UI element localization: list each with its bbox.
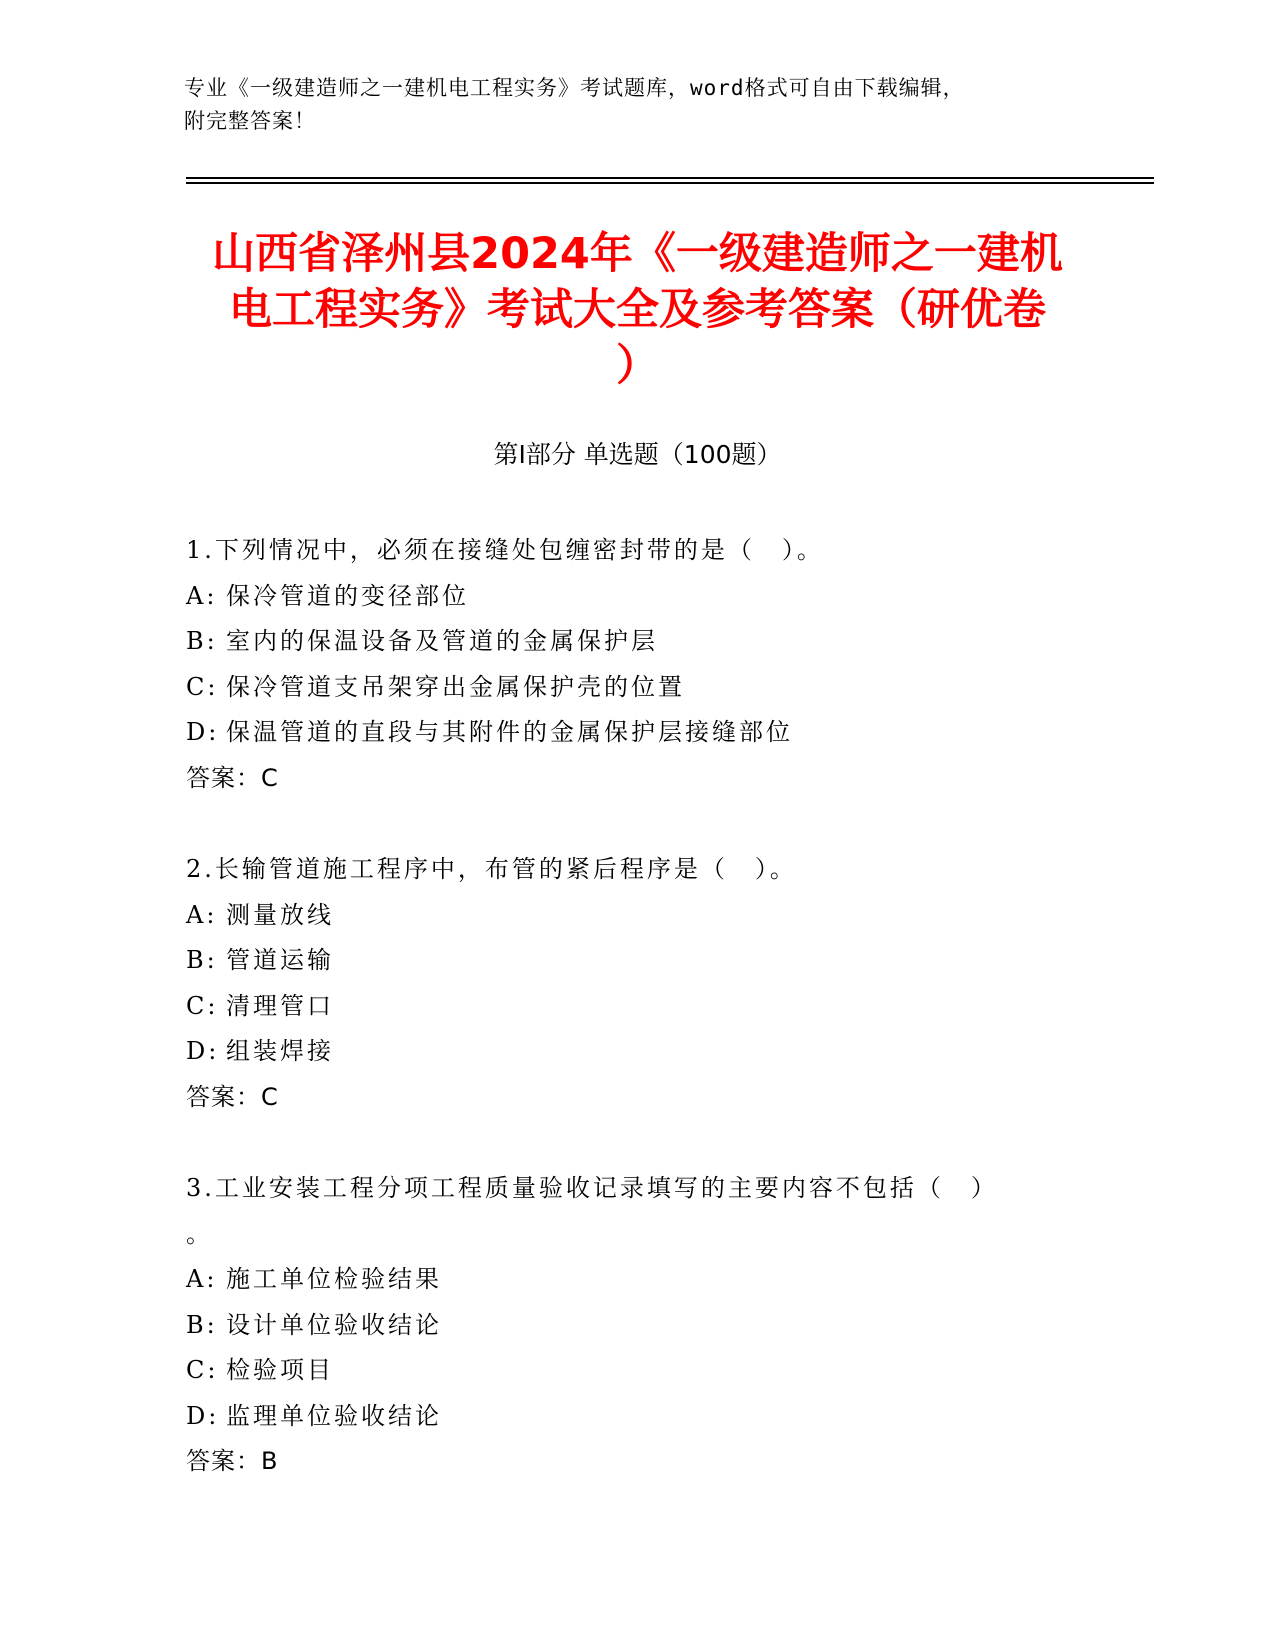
header-note-line-2: 附完整答案！ bbox=[184, 109, 316, 133]
option-key: B: bbox=[186, 627, 218, 655]
option-text: 测量放线 bbox=[226, 900, 334, 929]
document-title bbox=[150, 226, 1125, 394]
document-title-line-3: ） bbox=[616, 341, 659, 391]
option-text: 施工单位检验结果 bbox=[226, 1265, 442, 1293]
option-key: A: bbox=[186, 900, 218, 929]
option-text: 保温管道的直段与其附件的金属保护层接缝部位 bbox=[226, 718, 793, 746]
answer: 答案：C bbox=[186, 1082, 279, 1111]
option-b bbox=[186, 1303, 1116, 1349]
document-title-line-2: 电工程实务》考试大全及参考答案（研优卷 bbox=[229, 285, 1046, 335]
question-3 bbox=[186, 1166, 1116, 1485]
option-text: 保冷管道的变径部位 bbox=[226, 581, 469, 610]
option-key: D: bbox=[186, 718, 220, 746]
option-b bbox=[186, 619, 1116, 665]
option-c bbox=[186, 1348, 1116, 1394]
option-b bbox=[186, 938, 1116, 984]
question-1 bbox=[186, 528, 1116, 801]
question-stem: 2.长输管道施工程序中，布管的紧后程序是（ ）。 bbox=[186, 855, 797, 883]
option-key: C: bbox=[186, 672, 219, 701]
option-text: 清理管口 bbox=[226, 991, 334, 1020]
option-key: D: bbox=[186, 1037, 220, 1065]
option-key: B: bbox=[186, 1310, 218, 1339]
header-divider-bottom bbox=[186, 182, 1154, 184]
option-c bbox=[186, 665, 1116, 711]
question-stem: 1.下列情况中，必须在接缝处包缠密封带的是（ ）。 bbox=[186, 536, 824, 564]
section-title: 第Ⅰ部分 单选题（100题） bbox=[493, 440, 782, 469]
option-text: 管道运输 bbox=[226, 946, 334, 974]
option-key: A: bbox=[186, 1265, 218, 1293]
header-note-line-1: 专业《一级建造师之一建机电工程实务》考试题库，word格式可自由下载编辑， bbox=[184, 76, 965, 100]
option-text: 设计单位验收结论 bbox=[226, 1310, 442, 1339]
option-d bbox=[186, 1394, 1116, 1440]
option-key: C: bbox=[186, 1356, 219, 1384]
option-c bbox=[186, 984, 1116, 1030]
header-divider-top bbox=[186, 177, 1154, 179]
answer: 答案：B bbox=[186, 1447, 279, 1475]
option-text: 检验项目 bbox=[226, 1356, 334, 1384]
option-key: A: bbox=[186, 581, 218, 610]
header-note bbox=[184, 72, 1064, 138]
option-d bbox=[186, 710, 1116, 756]
question-list bbox=[186, 528, 1116, 1531]
option-d bbox=[186, 1029, 1116, 1075]
option-key: C: bbox=[186, 991, 219, 1020]
option-key: B: bbox=[186, 946, 218, 974]
option-a bbox=[186, 574, 1116, 620]
option-key: D: bbox=[186, 1401, 220, 1430]
option-text: 室内的保温设备及管道的金属保护层 bbox=[226, 627, 658, 655]
option-text: 保冷管道支吊架穿出金属保护壳的位置 bbox=[226, 672, 685, 701]
question-stem: 3.工业安装工程分项工程质量验收记录填写的主要内容不包括（ ） 。 bbox=[186, 1174, 998, 1248]
option-a bbox=[186, 1257, 1116, 1303]
document-title-line-1: 山西省泽州县2024年《一级建造师之一建机 bbox=[212, 229, 1063, 279]
option-a bbox=[186, 893, 1116, 939]
option-text: 组装焊接 bbox=[226, 1037, 334, 1065]
question-2 bbox=[186, 847, 1116, 1120]
option-text: 监理单位验收结论 bbox=[226, 1401, 442, 1430]
answer: 答案：C bbox=[186, 763, 279, 792]
